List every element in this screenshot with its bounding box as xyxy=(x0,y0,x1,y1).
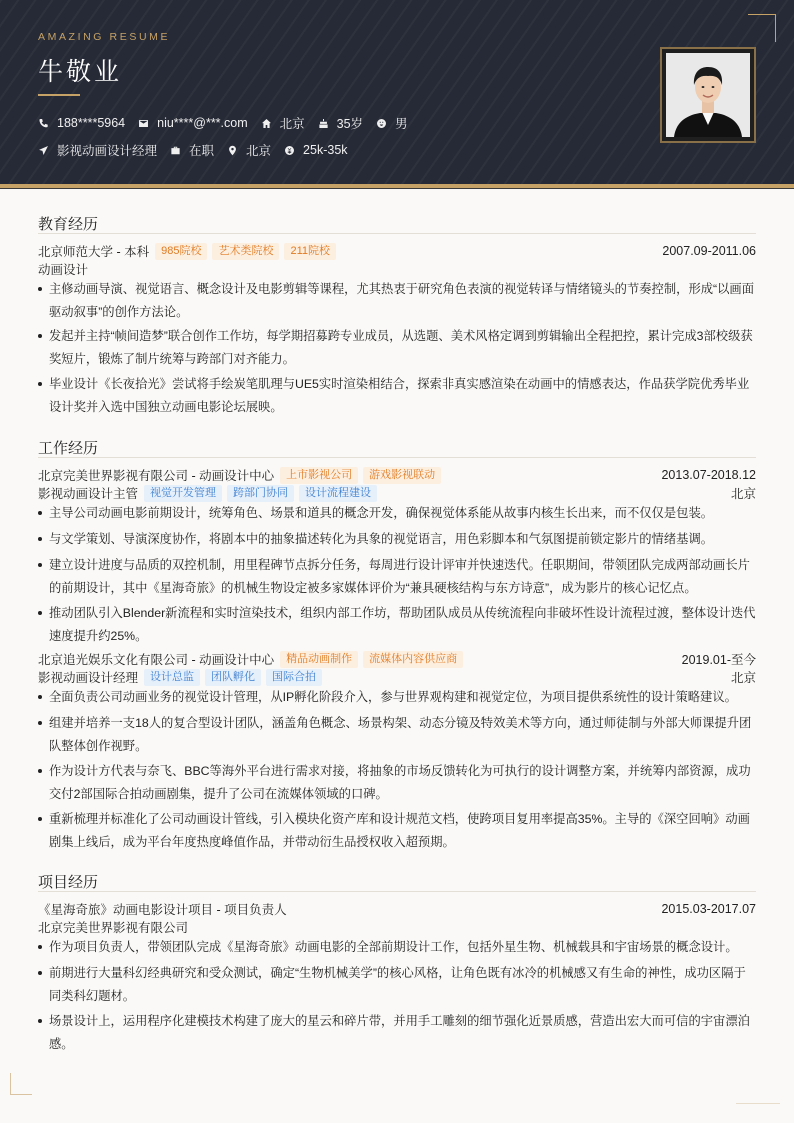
job-bullet: 作为设计方代表与奈飞、BBC等海外平台进行需求对接，将抽象的市场反馈转化为可执行的设计调整方案，并统筹内部资源，成功交付2部国际合拍动画剧集，提升了公司在流媒体领域的口碑。 xyxy=(38,760,756,805)
header-border xyxy=(0,184,794,188)
role-tag: 设计流程建设 xyxy=(299,485,377,502)
project-company: 北京完美世界影视有限公司 xyxy=(38,921,189,935)
contact-row xyxy=(38,115,421,131)
education-section-title: 教育经历 xyxy=(38,216,99,233)
intent-city-item xyxy=(227,141,271,159)
email-item xyxy=(138,116,248,130)
job-entry-head xyxy=(38,650,756,668)
company-tag: 流媒体内容供应商 xyxy=(363,651,463,668)
job-bullet: 主导公司动画电影前期设计，统筹角色、场景和道具的概念开发，确保视觉体系能从故事内核生长出来，而不仅仅是包装。 xyxy=(38,502,756,525)
phone-item xyxy=(38,116,125,130)
location-pin-icon xyxy=(227,145,238,156)
job-bullet: 组建并培养一支18人的复合型设计团队，涵盖角色概念、场景构架、动态分镜及特效美术等方向，通过师徒制与外部大师课提升团队整体创作视野。 xyxy=(38,712,756,757)
city-item xyxy=(261,114,305,132)
status-text: 在职 xyxy=(189,144,215,158)
cake-icon xyxy=(318,118,329,129)
job-date: 2019.01-至今 xyxy=(681,653,756,667)
role-tag: 国际合拍 xyxy=(266,669,322,686)
candidate-name: 牛敬业 xyxy=(38,58,123,86)
phone-text: 188****5964 xyxy=(57,116,126,130)
role-tag: 视觉开发管理 xyxy=(144,485,222,502)
salary-text: 25k-35k xyxy=(303,143,348,157)
education-bullet: 主修动画导演、视觉语言、概念设计及电影剪辑等课程，尤其热衷于研究角色表演的视觉转译与情绪镜头的节奏控制，形成“以画面驱动叙事”的创作方法论。 xyxy=(38,278,756,323)
position-item xyxy=(38,141,157,159)
project-bullet: 场景设计上，运用程序化建模技术构建了庞大的星云和碎片带，并用手工雕刻的细节强化近景质感，营造出宏大而可信的宇宙漂泊感。 xyxy=(38,1010,756,1055)
major-line xyxy=(38,260,756,278)
status-item xyxy=(170,141,214,159)
section-divider xyxy=(38,457,756,458)
section-divider xyxy=(38,891,756,892)
school-name: 北京师范大学 - 本科 xyxy=(38,245,150,259)
work-section-title: 工作经历 xyxy=(38,440,99,457)
project-name: 《星海奇旅》动画电影设计项目 - 项目负责人 xyxy=(38,903,287,917)
job-bullet: 重新梳理并标准化了公司动画设计管线，引入模块化资产库和设计规范文档，使跨项目复用率提高35%。主导的《深空回响》动画剧集上线后，成为平台年度热度峰值作品，并带动衍生品授权收入超预期。 xyxy=(38,808,756,853)
position-text: 影视动画设计经理 xyxy=(57,144,158,158)
intent-city-text: 北京 xyxy=(246,144,272,158)
job-date: 2013.07-2018.12 xyxy=(661,468,756,482)
gender-item xyxy=(376,114,408,132)
mail-icon xyxy=(138,118,149,129)
job-role: 影视动画设计经理 xyxy=(38,671,139,685)
job-role-line xyxy=(38,484,756,502)
name-underline xyxy=(38,94,80,96)
section-divider xyxy=(38,233,756,234)
tagline: AMAZING RESUME xyxy=(38,31,171,43)
company-tag: 上市影视公司 xyxy=(280,467,358,484)
job-bullet: 与文学策划、导演深度协作，将剧本中的抽象描述转化为具象的视觉语言，用色彩脚本和气氛图提前锁定影片的情绪基调。 xyxy=(38,528,756,551)
company-name: 北京完美世界影视有限公司 - 动画设计中心 xyxy=(38,469,275,483)
job-role: 影视动画设计主管 xyxy=(38,487,139,501)
project-bullet: 前期进行大量科幻经典研究和受众测试，确定“生物机械美学”的核心风格，让角色既有冰冷的机械感又有生命的神性，成功区隔于同类科幻题材。 xyxy=(38,962,756,1007)
education-bullet: 毕业设计《长夜拾光》尝试将手绘炭笔肌理与UE5实时渲染相结合，探索非真实感渲染在动画中的情感表达，作品获学院优秀毕业设计奖并入选中国独立动画电影论坛展映。 xyxy=(38,373,756,418)
salary-item xyxy=(284,143,347,157)
job-bullet: 全面负责公司动画业务的视觉设计管理，从IP孵化阶段介入，参与世界观构建和视觉定位，为项目提供系统性的设计策略建议。 xyxy=(38,686,756,709)
gender-text: 男 xyxy=(395,117,408,131)
education-bullet: 发起并主持“帧间造梦”联合创作工作坊，每学期招募跨专业成员，从选题、美术风格定调到剪辑输出全程把控，累计完成3部校级获奖短片，锻炼了制片统筹与跨部门对齐能力。 xyxy=(38,325,756,370)
role-tag: 跨部门协同 xyxy=(227,485,294,502)
job-bullet: 建立设计进度与品质的双控机制，用里程碑节点拆分任务，每周进行设计评审并快速迭代。任职期间，带领团队完成两部动画长片的前期设计，其中《星海奇旅》的机械生物设定被多家媒体评价为“兼具硬核结构与东方诗意”，成为影片的核心记忆点。 xyxy=(38,554,756,599)
job-location: 北京 xyxy=(730,487,756,501)
profile-photo-frame xyxy=(660,47,756,143)
role-tag: 团队孵化 xyxy=(205,669,261,686)
age-item xyxy=(318,114,363,132)
send-icon xyxy=(38,145,49,156)
job-bullet: 推动团队引入Blender新流程和实时渲染技术，组织内部工作坊，帮助团队成员从传统流程向非破坏性设计流程过渡，整体设计迭代速度提升约25%。 xyxy=(38,602,756,647)
major: 动画设计 xyxy=(38,263,89,277)
company-tag: 游戏影视联动 xyxy=(363,467,441,484)
project-bullet: 作为项目负责人，带领团队完成《星海奇旅》动画电影的全部前期设计工作，包括外星生物、机械载具和宇宙场景的概念设计。 xyxy=(38,936,756,959)
education-date: 2007.09-2011.06 xyxy=(662,244,756,258)
briefcase-icon xyxy=(170,145,181,156)
user-face-icon xyxy=(376,118,387,129)
home-icon xyxy=(261,118,272,129)
footer-line xyxy=(736,1103,780,1104)
city-text: 北京 xyxy=(279,117,305,131)
corner-ornament xyxy=(748,14,776,42)
project-section-title: 项目经历 xyxy=(38,874,99,891)
project-company-line xyxy=(38,918,756,936)
job-entry-head xyxy=(38,466,756,484)
project-date: 2015.03-2017.07 xyxy=(661,902,756,916)
project-entry-head xyxy=(38,900,756,918)
phone-icon xyxy=(38,118,49,129)
school-tag: 艺术类院校 xyxy=(212,243,279,260)
corner-ornament xyxy=(10,1073,32,1095)
school-tag: 211院校 xyxy=(284,243,336,260)
job-location: 北京 xyxy=(730,671,756,685)
school-tag: 985院校 xyxy=(155,243,207,260)
role-tag: 设计总监 xyxy=(144,669,200,686)
education-entry-head xyxy=(38,242,756,260)
email-text: niu****@***.com xyxy=(157,116,248,130)
age-text: 35岁 xyxy=(336,117,364,131)
money-icon xyxy=(284,145,295,156)
company-name: 北京追光娱乐文化有限公司 - 动画设计中心 xyxy=(38,653,275,667)
profile-photo xyxy=(666,53,750,137)
job-role-line xyxy=(38,668,756,686)
company-tag: 精品动画制作 xyxy=(280,651,358,668)
resume-header xyxy=(0,0,794,184)
job-intent-row xyxy=(38,142,361,158)
